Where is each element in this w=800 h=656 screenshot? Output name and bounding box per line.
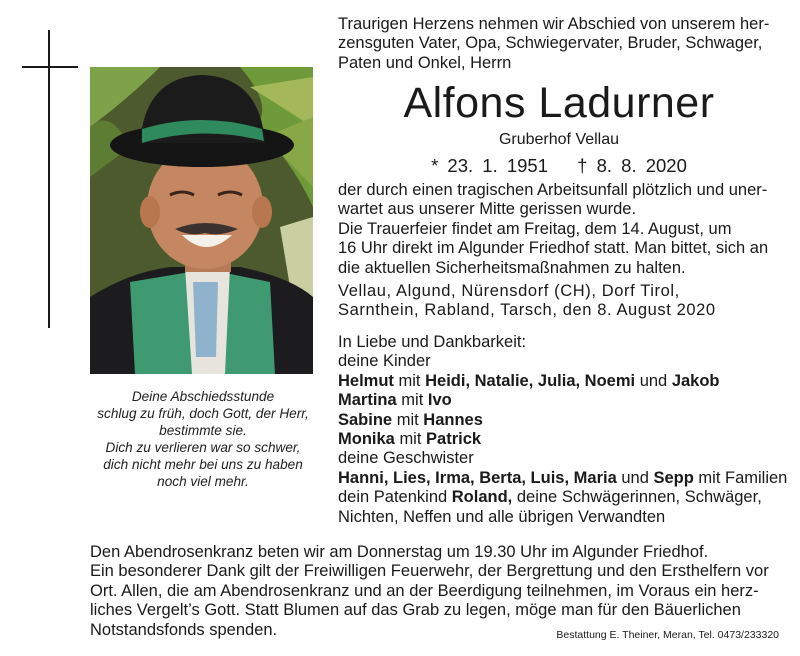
undertaker-credit: Bestattung E. Theiner, Meran, Tel. 0473/233320 <box>556 629 779 641</box>
deceased-name: Alfons Ladurner <box>403 79 715 127</box>
closing-line: Ein besonderer Dank gilt der Freiwilligen Feuerwehr, der Bergrettung und den Ersthelfern vor <box>90 562 769 581</box>
portrait-photo <box>90 67 313 374</box>
announcement-body <box>338 181 780 278</box>
intro-line: Traurigen Herzens nehmen wir Abschied von unserem her- <box>338 15 770 33</box>
closing-text <box>90 543 780 640</box>
funeral-line: die aktuellen Sicherheitsmaßnahmen zu halten. <box>338 258 686 277</box>
funeral-line: Die Trauerfeier findet am Freitag, dem 14. August, um <box>338 219 732 238</box>
death-date: † 8. 8. 2020 <box>577 155 687 176</box>
places-line: Sarnthein, Rabland, Tarsch, den 8. August 2020 <box>338 301 716 320</box>
accident-line: der durch einen tragischen Arbeitsunfall plötzlich und uner- <box>338 181 768 199</box>
poem-line: bestimmte sie. <box>159 423 247 438</box>
birth-date: * 23. 1. 1951 <box>431 155 549 176</box>
family-line: dein Patenkind Roland, deine Schwägerinnen, Schwäger, <box>338 488 762 507</box>
poem-line: schlug zu früh, doch Gott, der Herr, <box>97 406 309 421</box>
poem-line: Deine Abschiedsstunde <box>131 389 275 404</box>
places-line: Vellau, Algund, Nürensdorf (CH), Dorf Tirol, <box>338 282 680 300</box>
farm-name: Gruberhof Vellau <box>498 131 620 148</box>
cross-horizontal <box>22 66 78 68</box>
family-line: Helmut mit Heidi, Natalie, Julia, Noemi und Jakob <box>338 371 720 390</box>
cross-vertical <box>48 30 50 328</box>
accident-line: wartet aus unserer Mitte gerissen wurde. <box>338 200 637 219</box>
poem-line: Dich zu verlieren war so schwer, <box>105 440 301 455</box>
closing-line: liches Vergelt’s Gott. Statt Blumen auf das Grab zu legen, möge man für den Bäuerlichen <box>90 601 741 620</box>
children-label: deine Kinder <box>338 352 431 371</box>
poem-line: dich nicht mehr bei uns zu haben <box>103 457 303 472</box>
family-line: Hanni, Lies, Irma, Berta, Luis, Maria und Sepp mit Familien <box>338 468 788 487</box>
places-and-date <box>338 282 780 321</box>
intro-line: zensguten Vater, Opa, Schwiegervater, Bruder, Schwager, <box>338 34 763 53</box>
love-line: In Liebe und Dankbarkeit: <box>338 333 527 351</box>
poem <box>84 388 322 490</box>
closing-line: Notstandsfonds spenden. <box>90 620 278 639</box>
closing-line: Den Abendrosenkranz beten wir am Donnerstag um 19.30 Uhr im Algunder Friedhof. <box>90 543 709 561</box>
intro-line: Paten und Onkel, Herrn <box>338 53 512 72</box>
intro-text <box>338 15 780 73</box>
life-dates <box>338 155 780 177</box>
family-line: Monika mit Patrick <box>338 430 482 449</box>
closing-line: Ort. Allen, die am Abendrosenkranz und an der Beerdigung teilnehmen, im Voraus ein herz- <box>90 581 759 600</box>
family-list <box>338 333 788 527</box>
poem-line: noch viel mehr. <box>157 474 249 489</box>
family-line: Nichten, Neffen und alle übrigen Verwandten <box>338 507 666 526</box>
funeral-line: 16 Uhr direkt im Algunder Friedhof statt. Man bittet, sich an <box>338 239 769 258</box>
family-line: Sabine mit Hannes <box>338 410 483 429</box>
siblings-label: deine Geschwister <box>338 449 474 468</box>
family-line: Martina mit Ivo <box>338 391 452 410</box>
